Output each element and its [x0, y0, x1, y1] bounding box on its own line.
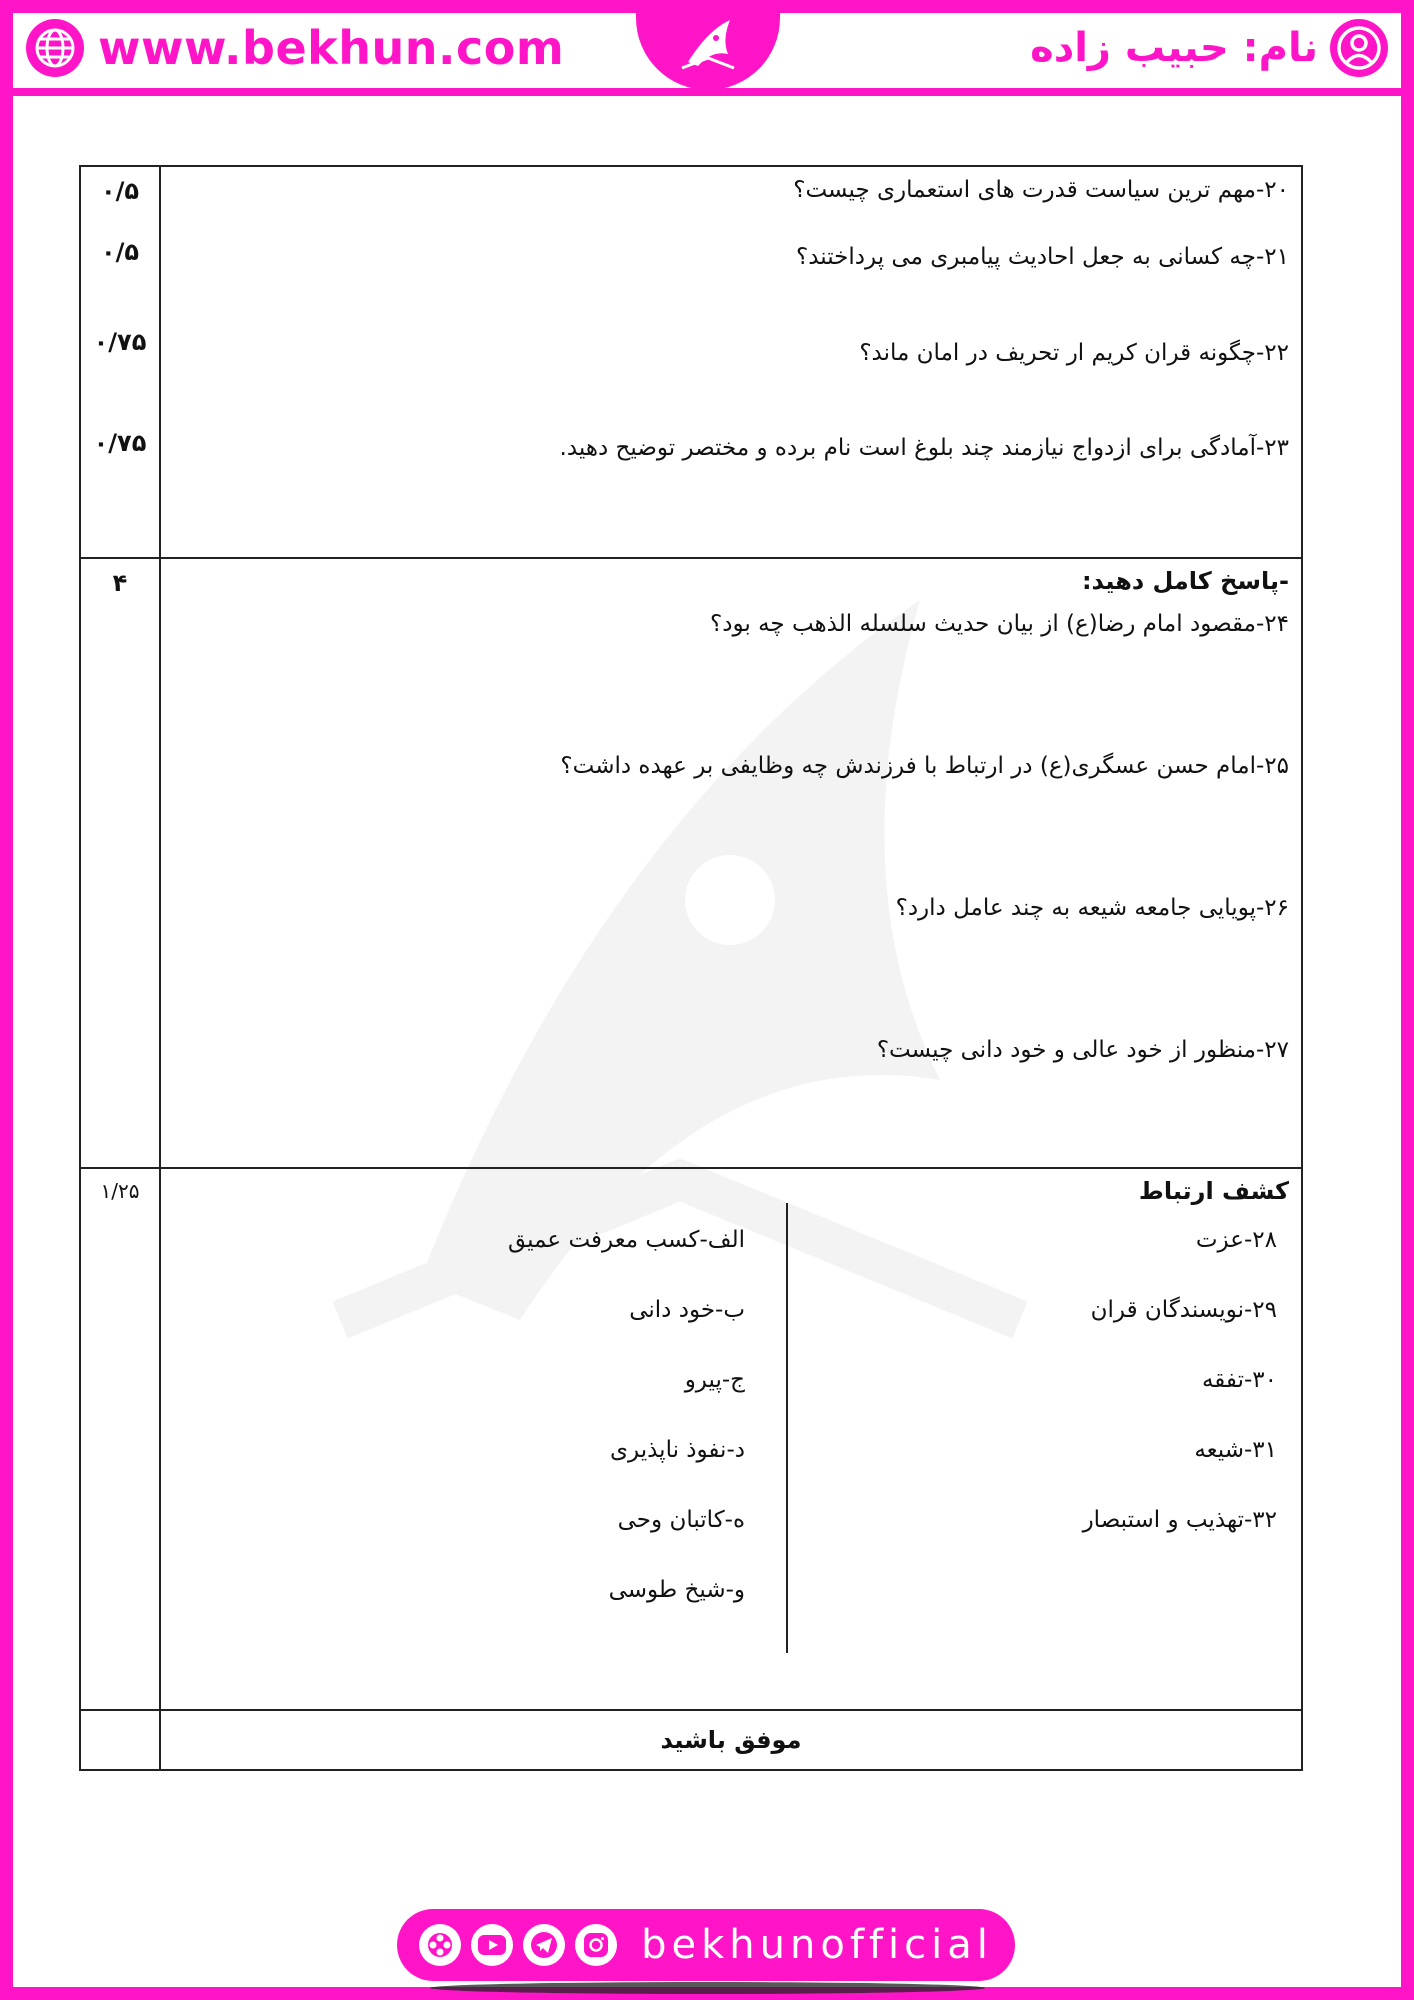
match-option-alef: الف-کسب معرفت عمیق [507, 1227, 745, 1253]
question-23: ۲۳-آمادگی برای ازدواج نیازمند چند بلوغ است نام برده و مختصر توضیح دهید. [559, 435, 1289, 461]
instagram-icon[interactable] [575, 1924, 617, 1966]
social-bar[interactable] [397, 1909, 1015, 1981]
matching-divider [786, 1203, 788, 1653]
full-answer-row [80, 558, 1302, 1168]
match-option-vav: و-شیخ طوسی [608, 1577, 745, 1603]
score-20: ۰/۵ [100, 177, 140, 205]
question-22: ۲۲-چگونه قران کریم ار تحریف در امان ماند؟ [859, 340, 1289, 366]
social-bar-shadow [430, 1982, 985, 1994]
aparat-icon[interactable] [419, 1924, 461, 1966]
closing-text: موفق باشید [660, 1726, 802, 1754]
score-23: ۰/۷۵ [93, 429, 147, 457]
footer-score-cell [80, 1710, 160, 1770]
match-item-30: ۳۰-تفقه [1201, 1367, 1277, 1393]
full-answer-cell [160, 558, 1302, 1168]
telegram-icon[interactable] [523, 1924, 565, 1966]
question-24: ۲۴-مقصود امام رضا(ع) از بیان حدیث سلسله الذهب چه بود؟ [710, 611, 1289, 637]
social-handle[interactable]: bekhunofficial [641, 1922, 993, 1968]
matching-cell [160, 1168, 1302, 1710]
question-26: ۲۶-پویایی جامعه شیعه به چند عامل دارد؟ [895, 895, 1289, 921]
match-option-be: ب-خود دانی [629, 1297, 745, 1323]
match-item-28: ۲۸-عزت [1195, 1227, 1277, 1253]
site-link[interactable] [26, 18, 564, 78]
match-option-jim: ج-پیرو [684, 1367, 745, 1393]
question-27: ۲۷-منظور از خود عالی و خود دانی چیست؟ [876, 1037, 1289, 1063]
footer-row [80, 1710, 1302, 1770]
question-25: ۲۵-امام حسن عسگری(ع) در ارتباط با فرزندش چه وظایفی بر عهده داشت؟ [560, 753, 1289, 779]
question-21: ۲۱-چه کسانی به جعل احادیث پیامبری می پرداختند؟ [796, 244, 1289, 270]
score-matching: ۱/۲۵ [100, 1179, 140, 1203]
full-answer-score-cell [80, 558, 160, 1168]
match-option-he: ه-کاتبان وحی [617, 1507, 745, 1533]
match-item-32: ۳۲-تهذیب و استبصار [1082, 1507, 1277, 1533]
short-questions-score-cell [80, 166, 160, 558]
match-option-dal: د-نفوذ ناپذیری [610, 1437, 745, 1463]
short-questions-cell [160, 166, 1302, 558]
youtube-icon[interactable] [471, 1924, 513, 1966]
question-20: ۲۰-مهم ترین سیاست قدرت های استعماری چیست؟ [793, 177, 1289, 203]
user-icon [1330, 19, 1388, 77]
matching-row [80, 1168, 1302, 1710]
matching-score-cell [80, 1168, 160, 1710]
globe-icon [26, 19, 84, 77]
match-item-29: ۲۹-نویسندگان قران [1090, 1297, 1277, 1323]
exam-table [79, 165, 1303, 1771]
matching-title: کشف ارتباط [1138, 1177, 1289, 1205]
closing-cell [160, 1710, 1302, 1770]
match-item-31: ۳۱-شیعه [1194, 1437, 1277, 1463]
score-21: ۰/۵ [100, 238, 140, 266]
score-full-answer: ۴ [112, 569, 128, 597]
site-url[interactable]: www.bekhun.com [98, 21, 565, 75]
student-name: نام: حبیب زاده [1030, 25, 1318, 71]
full-answer-title: -پاسخ کامل دهید: [1081, 567, 1289, 595]
short-questions-row [80, 166, 1302, 558]
student-name-box [1030, 18, 1388, 78]
score-22: ۰/۷۵ [93, 328, 147, 356]
